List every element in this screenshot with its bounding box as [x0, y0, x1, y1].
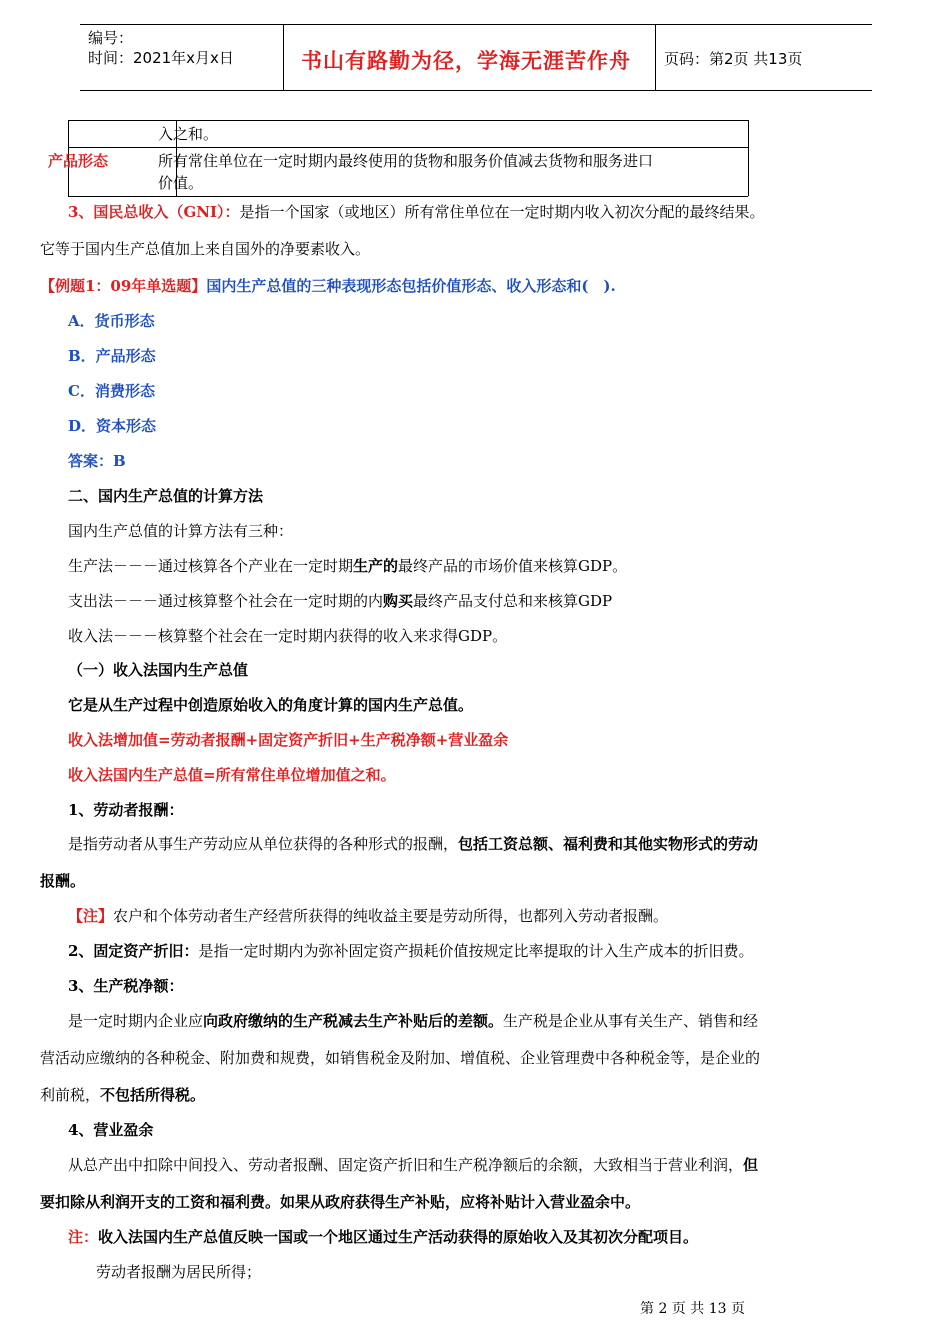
table-cell: 所有常住单位在一定时期内最终使用的货物和服务价值减去货物和服务进口 — [158, 152, 654, 170]
item1-text-2: 报酬。 — [40, 872, 86, 890]
item3-line-3 — [40, 1085, 900, 1105]
answer: 答案：B — [68, 452, 126, 470]
text: 从总产出中扣除中间投入、劳动者报酬、固定资产折旧和生产税净额后的余额，大致相当于营业利润， — [68, 1156, 744, 1174]
item1-text — [68, 834, 928, 854]
item2-title: 2、固定资产折旧： — [68, 942, 199, 960]
option-b: B．产品形态 — [68, 347, 156, 365]
table-cell: 价值。 — [158, 174, 204, 192]
item4-title: 4、营业盈余 — [68, 1121, 154, 1139]
item4-last: 劳动者报酬为居民所得； — [96, 1263, 262, 1281]
table-line — [68, 120, 748, 121]
item3-title: 3、生产税净额： — [68, 977, 184, 995]
header-bottom-border — [80, 90, 872, 91]
footer-page: 第 2 页 共 13 页 — [640, 1301, 745, 1317]
expenditure-method — [68, 591, 928, 611]
text: 是一定时期内企业应 — [68, 1012, 204, 1030]
text: 利前税， — [40, 1086, 101, 1104]
text: 支出法－－－通过核算整个社会在一定时期的内 — [68, 592, 384, 610]
gni-text: 是指一个国家（或地区）所有常住单位在一定时期内收入初次分配的最终结果。 — [239, 203, 765, 221]
note-tag: 【注】 — [68, 907, 114, 925]
option-d: D．资本形态 — [68, 417, 157, 435]
text: 是指劳动者从事生产劳动应从单位获得的各种形式的报酬， — [68, 835, 459, 853]
note-tag: 注： — [68, 1228, 99, 1246]
gni-line — [68, 202, 928, 222]
text: 是指一定时期内为弥补固定资产损耗价值按规定比率提取的计入生产成本的折旧费。 — [198, 942, 754, 960]
income-method: 收入法－－－核算整个社会在一定时期内获得的收入来求得GDP。 — [68, 627, 508, 645]
table-line — [68, 196, 748, 197]
text: 生产法－－－通过核算各个产业在一定时期 — [68, 557, 354, 575]
text: 生产税是企业从事有关生产、销售和经 — [503, 1012, 759, 1030]
item4-line-1 — [68, 1155, 928, 1175]
text: 最终产品的市场价值来核算GDP。 — [398, 557, 628, 575]
header-divider-left — [283, 24, 284, 90]
example-question — [40, 276, 900, 296]
header-time: 时间：2021年x月x日 — [88, 49, 234, 67]
option-c: C．消费形态 — [68, 382, 155, 400]
table-cell: 入之和。 — [158, 125, 219, 143]
item3-line-1 — [68, 1011, 928, 1031]
text-emphasis: 但 — [743, 1156, 759, 1174]
header-number: 编号： — [88, 29, 134, 47]
header-divider-right — [655, 24, 656, 90]
formula-2: 收入法国内生产总值=所有常住单位增加值之和。 — [68, 766, 396, 784]
header-top-border — [80, 24, 872, 25]
item1-note — [68, 906, 928, 926]
gni-line-2: 它等于国内生产总值加上来自国外的净要素收入。 — [40, 240, 371, 258]
header-page-info: 页码：第2页 共13页 — [664, 50, 803, 68]
text: 收入法国内生产总值反映一国或一个地区通过生产活动获得的原始收入及其初次分配项目。 — [98, 1228, 699, 1246]
income-section-desc: 它是从生产过程中创造原始收入的角度计算的国内生产总值。 — [68, 696, 474, 714]
gni-title: 3、国民总收入（GNI）： — [68, 203, 240, 221]
income-section-title: （一）收入法国内生产总值 — [68, 661, 249, 679]
table-row-label: 产品形态 — [48, 152, 109, 170]
example-tag: 【例题1：09年单选题】 — [40, 277, 207, 295]
text-emphasis: 包括工资总额、福利费和其他实物形式的劳动 — [458, 835, 759, 853]
item2-line — [68, 941, 928, 961]
text-emphasis: 生产的 — [353, 557, 399, 575]
table-line — [68, 147, 748, 148]
text-emphasis: 购买 — [383, 592, 414, 610]
text: 最终产品支付总和来核算GDP — [413, 592, 613, 610]
option-a: A．货币形态 — [68, 312, 155, 330]
text-emphasis: 不包括所得税。 — [100, 1086, 206, 1104]
item4-line-2: 要扣除从利润开支的工资和福利费。如果从政府获得生产补贴，应将补贴计入营业盈余中。 — [40, 1193, 641, 1211]
text-emphasis: 向政府缴纳的生产税减去生产补贴后的差额。 — [203, 1012, 504, 1030]
example-question-text: 国内生产总值的三种表现形态包括价值形态、收入形态和( ). — [206, 277, 616, 295]
section2-title: 二、国内生产总值的计算方法 — [68, 487, 264, 505]
item1-title: 1、劳动者报酬： — [68, 801, 184, 819]
item3-line-2: 营活动应缴纳的各种税金、附加费和规费，如销售税金及附加、增值税、企业管理费中各种税金等，是企业的 — [40, 1049, 761, 1067]
header-motto: 书山有路勤为径，学海无涯苦作舟 — [301, 48, 631, 73]
text: 农户和个体劳动者生产经营所获得的纯收益主要是劳动所得，也都列入劳动者报酬。 — [113, 907, 669, 925]
production-method — [68, 556, 928, 576]
formula-1: 收入法增加值=劳动者报酬+固定资产折旧+生产税净额+营业盈余 — [68, 731, 509, 749]
table-line — [748, 120, 749, 196]
section2-intro: 国内生产总值的计算方法有三种： — [68, 522, 294, 540]
item4-note — [68, 1227, 928, 1247]
